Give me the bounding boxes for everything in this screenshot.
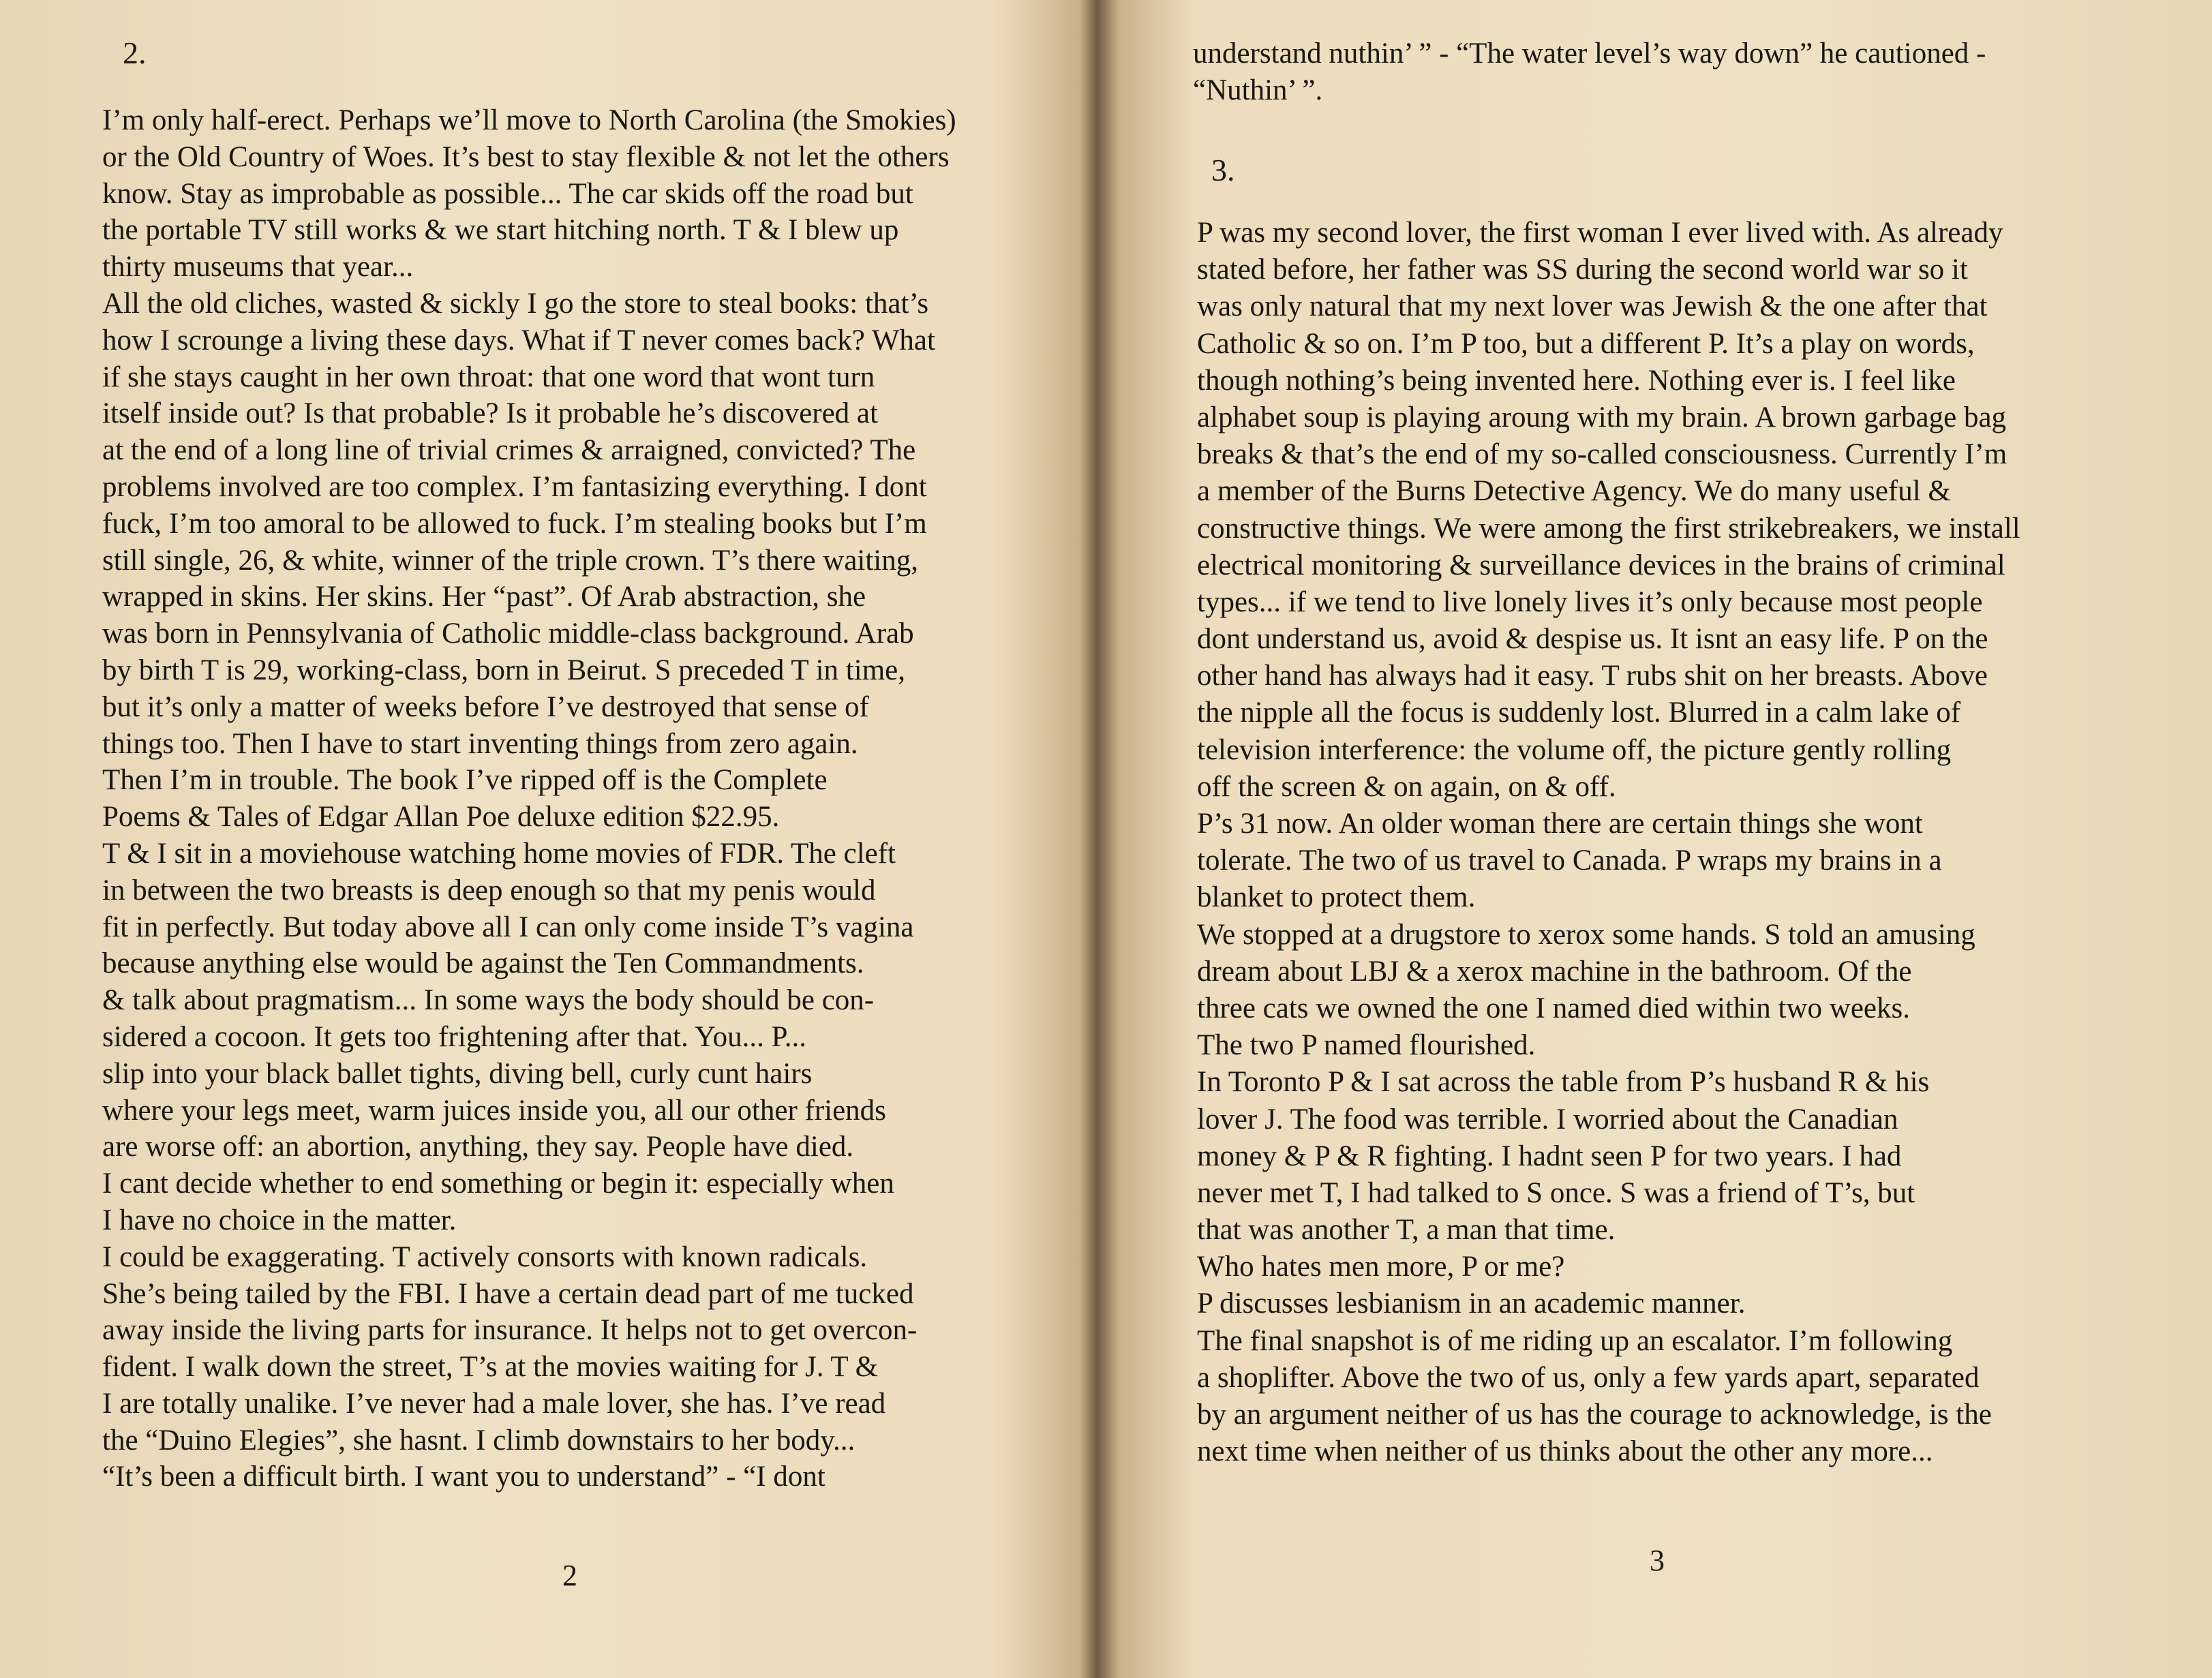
text-line: still single, 26, & white, winner of the triple crown. T’s there waiting, (102, 544, 919, 577)
text-line: I’m only half-erect. Perhaps we’ll move to North Carolina (the Smokies) (102, 104, 956, 136)
text-line: electrical monitoring & surveillance devices in the brains of criminal (1197, 549, 2005, 581)
text-line: though nothing’s being invented here. Nothing ever is. I feel like (1197, 364, 1956, 397)
text-line: She’s being tailed by the FBI. I have a certain dead part of me tucked (102, 1277, 914, 1310)
text-line: understand nuthin’ ” - “The water level’s way down” he cautioned - (1193, 37, 1986, 70)
text-line: things too. Then I have to start inventing things from zero again. (102, 727, 858, 760)
text-line: P discusses lesbianism in an academic manner. (1197, 1287, 1746, 1320)
text-line: All the old cliches, wasted & sickly I go the store to steal books: that’s (102, 287, 929, 320)
text-line: “Nuthin’ ”. (1193, 74, 1323, 106)
text-line: thirty museums that year... (102, 251, 414, 284)
text-line: other hand has always had it easy. T rubs shit on her breasts. Above (1197, 660, 1988, 692)
text-line: I could be exaggerating. T actively consorts with known radicals. (102, 1240, 868, 1273)
text-line: Catholic & so on. I’m P too, but a different P. It’s a play on words, (1197, 327, 1975, 360)
text-line: or the Old Country of Woes. It’s best to stay flexible & not let the others (102, 140, 950, 173)
text-line: I have no choice in the matter. (102, 1204, 457, 1236)
text-line: dont understand us, avoid & despise us. It isnt an easy life. P on the (1197, 623, 1988, 656)
text-line: was only natural that my next lover was Jewish & the one after that (1197, 290, 1988, 323)
text-line: In Toronto P & I sat across the table from P’s husband R & his (1197, 1066, 1930, 1099)
text-line: three cats we owned the one I named died within two weeks. (1197, 992, 1911, 1024)
text-line: I cant decide whether to end something or begin it: especially when (102, 1168, 894, 1200)
section-number: 2. (123, 35, 147, 70)
text-line: problems involved are too complex. I’m fantasizing everything. I dont (102, 470, 927, 503)
page-number: 3 (1650, 1544, 1665, 1577)
text-line: P was my second lover, the first woman I ever lived with. As already (1197, 217, 2003, 249)
section-number: 3. (1211, 153, 1235, 187)
text-line: stated before, her father was SS during the second world war so it (1197, 254, 1968, 286)
text-line: by an argument neither of us has the courage to acknowledge, is the (1197, 1399, 1992, 1431)
text-line: fident. I walk down the street, T’s at the movies waiting for J. T & (102, 1351, 879, 1384)
text-line: was born in Pennsylvania of Catholic middle-class background. Arab (102, 617, 914, 650)
text-line: fuck, I’m too amoral to be allowed to fuck. I’m stealing books but I’m (102, 507, 927, 540)
text-line: slip into your black ballet tights, diving bell, curly cunt hairs (102, 1057, 813, 1090)
text-line: P’s 31 now. An older woman there are certain things she wont (1197, 808, 1923, 840)
text-line: wrapped in skins. Her skins. Her “past”. Of Arab abstraction, she (102, 581, 866, 613)
text-line: in between the two breasts is deep enough so that my penis would (102, 874, 876, 906)
text-line: but it’s only a matter of weeks before I’ve destroyed that sense of (102, 690, 869, 723)
text-line: breaks & that’s the end of my so-called consciousness. Currently I’m (1197, 438, 2008, 471)
continued-text (1193, 35, 1986, 109)
text-line: constructive things. We were among the first strikebreakers, we install (1197, 512, 2020, 545)
body-text (1197, 215, 2020, 1470)
text-line: the “Duino Elegies”, she hasnt. I climb downstairs to her body... (102, 1424, 855, 1456)
text-line: the portable TV still works & we start hitching north. T & I blew up (102, 214, 899, 247)
body-text (102, 102, 956, 1495)
text-line: blanket to protect them. (1197, 881, 1476, 914)
text-line: lover J. The food was terrible. I worried about the Canadian (1197, 1103, 1898, 1135)
text-line: itself inside out? Is that probable? Is it probable he’s discovered at (102, 397, 878, 430)
text-line: The two P named flourished. (1197, 1029, 1536, 1062)
text-line: at the end of a long line of trivial crimes & arraigned, convicted? The (102, 434, 916, 467)
text-line: dream about LBJ & a xerox machine in the bathroom. Of the (1197, 955, 1912, 988)
text-line: a member of the Burns Detective Agency. We do many useful & (1197, 475, 1951, 508)
text-line: types... if we tend to live lonely lives it’s only because most people (1197, 585, 1983, 618)
text-line: I are totally unalike. I’ve never had a male lover, she has. I’ve read (102, 1387, 886, 1420)
text-line: because anything else would be against the Ten Commandments. (102, 947, 864, 980)
text-line: where your legs meet, warm juices inside you, all our other friends (102, 1094, 886, 1127)
text-line: fit in perfectly. But today above all I can only come inside T’s vagina (102, 911, 914, 943)
text-line: how I scrounge a living these days. What if T never comes back? What (102, 324, 935, 356)
text-line: tolerate. The two of us travel to Canada. P wraps my brains in a (1197, 844, 1942, 877)
text-line: that was another T, a man that time. (1197, 1214, 1616, 1247)
page-number: 2 (562, 1559, 577, 1592)
text-line: T & I sit in a moviehouse watching home movies of FDR. The cleft (102, 837, 896, 870)
text-line: television interference: the volume off, the picture gently rolling (1197, 733, 1952, 766)
text-line: the nipple all the focus is suddenly lost. Blurred in a calm lake of (1197, 697, 1961, 729)
text-line: next time when neither of us thinks about the other any more... (1197, 1435, 1933, 1468)
text-line: alphabet soup is playing aroung with my brain. A brown garbage bag (1197, 401, 2007, 433)
text-line: if she stays caught in her own throat: that one word that wont turn (102, 361, 875, 393)
text-line: We stopped at a drugstore to xerox some hands. S told an amusing (1197, 918, 1975, 951)
left-page (0, 0, 1104, 1678)
text-line: The final snapshot is of me riding up an escalator. I’m following (1197, 1324, 1953, 1357)
text-line: know. Stay as improbable as possible... The car skids off the road but (102, 177, 913, 210)
text-line: off the screen & on again, on & off. (1197, 770, 1616, 803)
text-line: Poems & Tales of Edgar Allan Poe deluxe edition $22.95. (102, 801, 780, 834)
text-line: are worse off: an abortion, anything, they say. People have died. (102, 1131, 854, 1163)
text-line: away inside the living parts for insurance. It helps not to get overcon- (102, 1314, 918, 1347)
text-line: a shoplifter. Above the two of us, only a few yards apart, separated (1197, 1361, 1980, 1394)
text-line: “It’s been a difficult birth. I want you to understand” - “I dont (102, 1461, 825, 1493)
text-line: & talk about pragmatism... In some ways the body should be con- (102, 984, 875, 1017)
text-line: Who hates men more, P or me? (1197, 1251, 1565, 1283)
text-line: never met T, I had talked to S once. S was a friend of T’s, but (1197, 1176, 1915, 1209)
text-line: by birth T is 29, working-class, born in Beirut. S preceded T in time, (102, 654, 905, 686)
text-line: Then I’m in trouble. The book I’ve ripped off is the Complete (102, 764, 828, 797)
text-line: money & P & R fighting. I hadnt seen P for two years. I had (1197, 1140, 1902, 1172)
text-line: sidered a cocoon. It gets too frightening after that. You... P... (102, 1020, 807, 1053)
right-page (1118, 0, 2212, 1678)
